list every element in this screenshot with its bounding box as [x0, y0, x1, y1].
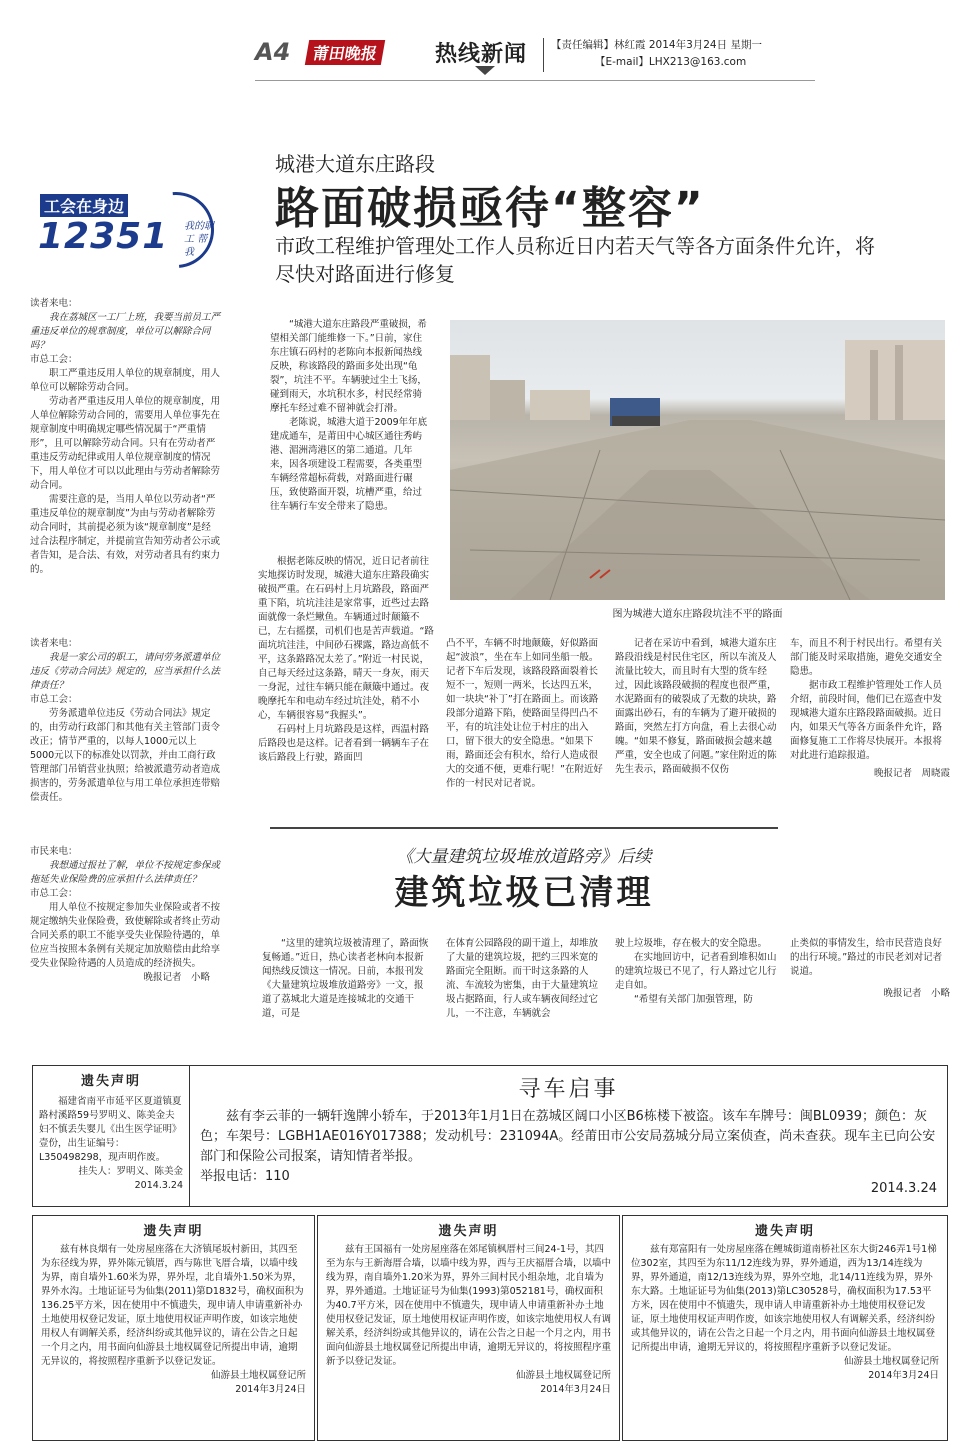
photo-caption: 图为城港大道东庄路段坑洼不平的路面	[612, 609, 783, 620]
logo-script: 我的职工 帮我	[184, 221, 214, 258]
article-paragraph: 记者在采访中看到，城港大道东庄路段沿线是村民住宅区，所以车流及人流量比较大，而且时有大型的货车经过，因此该路段破损的程度也很严重，水泥路面有的破裂成了无数的块块，路面露出砂石，有的车辆为了避开破损的路面，突然左打方向盘，看上去很心动魄。“如果不修复，路面破损会越来越严重，安全也成了问题。”家住附近的陈先生表示，路面破损不仅伤	[615, 638, 777, 775]
main-col-1	[270, 318, 430, 514]
notice-org: 仙游县土地权属登记所	[515, 1370, 611, 1381]
car-notice-date: 2014.3.24	[870, 1181, 937, 1196]
article-paragraph: 驶上垃圾堆，存在极大的安全隐患。	[615, 938, 768, 949]
logo-title: 工会在身边	[40, 194, 128, 217]
notice-body: 福建省南平市延平区夏道镇夏路村溪路59号罗明义、陈美金夫妇不慎丢失婴儿《出生医学证明》壹份，出生证编号：L350498298，现声明作废。	[39, 1096, 182, 1163]
second-kicker: 《大量建筑垃圾堆放道路旁》后续	[396, 847, 652, 867]
article-paragraph: 石码村上月坑路段是这样，西温村路后路段也是这样。记者看到一辆辆车子在该后路段上行驶，路面凹	[258, 724, 430, 763]
qa-byline: 晚报记者 小略	[143, 972, 210, 983]
notice-org: 仙游县土地权属登记所	[210, 1370, 306, 1381]
main-col-5	[790, 637, 950, 781]
masthead-rule	[255, 80, 815, 81]
qa-answer: 职工严重违反用人单位的规章制度，用人单位可以解除劳动合同。	[30, 368, 221, 393]
article-paragraph: “这里的建筑垃圾被清理了，路面恢复畅通。”近日，热心读者老林向本报新闻热线反馈这一情况。日前，本报刊发《大量建筑垃圾堆放道路旁》一文，报道了荔城北大道是连接城北的交通干道，可是	[262, 938, 429, 1019]
second-col-1	[262, 937, 432, 1021]
editor: 【责任编辑】林红霞	[551, 39, 646, 51]
article-paragraph: “城港大道东庄路段严重破损，希望相关部门能维修一下。”日前，家住东庄镇石码村的老陈向本报新闻热线反映，称该路段的路面多处出现“龟裂”，坑洼不平。车辆驶过尘土飞扬，碰到雨天，水坑积水多，村民经常骑摩托车经过难不留神就会打滑。	[270, 319, 427, 414]
qa-union-label: 市总工会：	[30, 694, 78, 705]
notice-org: 仙游县土地权属登记所	[843, 1356, 939, 1367]
car-notice-title: 寻车启事	[518, 1077, 619, 1102]
second-col-3	[615, 937, 780, 1007]
article-paragraph: “希望有关部门加强管理，防	[634, 994, 753, 1005]
qa-reader-label: 读者来电：	[30, 638, 78, 649]
notice-title: 遗失声明	[80, 1074, 141, 1089]
article-paragraph: 止类似的事情发生，给市民营造良好的出行环境。”路过的市民老刘对记者说道。	[790, 938, 943, 977]
notice-body: 兹有王国福有一处房屋座落在郊尾镇枫厝村三间24-1号，其四至为东与王新海厝合墙，以墙中线为界，西与王庆福厝合墙，以墙中线为界，南自墙外1.20米为界，界外三间村民小组杂地，北自墙为界，界外通道。土地证证号为仙集(1993)第052181号，确权面积为40.7平方米，因在使用中不慎遗失，现申请人申请重新补办土地使用权登记发证，原土地使用权证声明作废，如该宗地使用权人有调解关系，经济纠纷或其他异议的，请在公告之日起一个月之内，用书面向仙游县土地权属登记所提出申请，逾期无异议的，将按照程序重新予以登记发证。	[326, 1244, 612, 1367]
masthead-divider	[543, 38, 544, 72]
qa-answer: 需要注意的是，当用人单位以劳动者“严重违反单位的规章制度”为由与劳动者解除劳动合同时，其前提必须为该“规章制度”是经过合法程序制定，并提前宣告知劳动者公示或者告知，是合法、有效，对劳动者具有约束力的。	[30, 494, 221, 575]
main-col-3	[446, 637, 606, 791]
masthead	[255, 34, 815, 78]
qa-reader-label: 市民来电：	[30, 846, 78, 857]
article-paragraph: 凸不平，车辆不时地颠簸，好似路面起“波浪”，坐在车上如同坐船一般。记者下车后发现，该路段路面裂着长短不一，短则一两米，长达四五米，如一块块“补丁”打在路面上。而该路段部分道路下陷，使路面呈得凹凸不平，有的坑洼处让位于村庄的出入口，留下很大的安全隐患。“如果下雨，路面还会有积水，给行人造成很大的交通不便，更难行呢！”在附近好作的一村民对记者说。	[446, 638, 603, 789]
qa-question: 我是一家公司的职工，请问劳务派遣单位违反《劳动合同法》规定的，应当承担什么法律责任？	[30, 652, 221, 691]
article-paragraph: 据市政工程维护管理处工作人员介绍，前段时间，他们已在巡查中发现城港大道东庄路段路面破损。近日内，如果天气等各方面条件允许，路面修复施工工作将尽快展开。本报将对此进行追踪报道。	[790, 680, 943, 761]
notice-title: 遗失声明	[438, 1224, 499, 1239]
logo-number: 12351	[38, 216, 169, 257]
article-paragraph: 车，而且不利于村民出行。希望有关部门能及时采取措施，避免交通安全隐患。	[790, 638, 943, 677]
qa-union-label: 市总工会：	[30, 888, 78, 899]
editor-line	[551, 38, 762, 53]
notice-date: 2014年3月24日	[868, 1370, 939, 1381]
qa-reader-label: 读者来电：	[30, 298, 78, 309]
issue-date: 2014年3月24日	[648, 39, 728, 51]
main-col-4	[615, 637, 780, 777]
notice-title: 遗失声明	[143, 1224, 204, 1239]
qa-block-2	[30, 637, 220, 805]
article-paragraph: 根据老陈反映的情况，近日记者前往实地探访时发现，城港大道东庄路段确实破损严重。在石码村上月坑路段，路面严重下陷，坑坑洼洼是家常事，近些过去路面就像一条烂鳅鱼。车辆通过时颠簸不已，左右摇摆，司机们也是苦声载道。“路面坑坑洼洼，中间砂石裸露，路边高低不平，这条路路况太差了。”附近一村民说，自己每天经过这条路，晴天一身灰，雨天一身泥，过往车辆只能在颠簸中通过。夜晚摩托车和电动车经过坑洼处，稍不小心，车辆很容易“我握头”。	[258, 556, 434, 721]
union-logo	[38, 190, 218, 270]
section-pointer	[475, 66, 495, 75]
main-subhead: 市政工程维护管理处工作人员称近日内若天气等各方面条件允许，将尽快对路面进行修复	[275, 234, 875, 286]
qa-question: 我想通过报社了解，单位不按规定参保或拖延失业保险费的应承担什么法律责任？	[30, 860, 221, 885]
second-story-rule	[270, 827, 778, 829]
notice-title: 遗失声明	[754, 1224, 815, 1239]
second-col-4	[790, 937, 950, 1001]
lost-notice-4	[622, 1215, 948, 1441]
road-photo-drawing	[450, 320, 945, 600]
second-col-2	[446, 937, 606, 1021]
main-byline: 晚报记者 周晓霞	[873, 768, 950, 779]
main-kicker: 城港大道东庄路段	[275, 152, 435, 176]
qa-answer: 劳动者严重违反用人单位的规章制度，用人单位解除劳动合同的，需要用人单位事先在规章制度中明确规定哪些情况属于“严重情形”，且可以解除劳动合同。只有在劳动者严重违反劳动纪律或用人单位规章制度的情况下，用人单位才可以以此理由与劳动者解除劳动合同。	[30, 396, 221, 491]
qa-block-3	[30, 845, 220, 985]
lost-notice-2	[32, 1215, 315, 1441]
notice-body: 兹有林良烟有一处房屋座落在大济镇尾坂村新田，其四至为东径线为界，界外陈元镇厝，西与陈世飞厝合墙，以墙中线为界，南自墙外1.60米为界，界外埕，北自墙外1.50米为界，界外水沟。土地证证号为仙集(2011)第D1832号，确权面积为136.25平方米，因在使用中不慎遗失，现申请人申请重新补办土地使用权登记发证，原土地使用权证声明作废，如该宗地使用权人有调解关系，经济纠纷或其他异议的，请在公告之日起一个月之内，用书面向仙游县土地权属登记所提出申请，逾期无异议的，将按照程序重新予以登记发证。	[41, 1244, 304, 1367]
qa-block-1	[30, 297, 220, 577]
second-byline: 晚报记者 小略	[883, 988, 950, 999]
weekday: 星期一	[730, 39, 762, 51]
notice-date: 2014年3月24日	[235, 1384, 306, 1395]
article-paragraph: 老陈说，城港大道于2009年年底建成通车，是莆田中心城区通往秀屿港、湄洲湾港区的第二通道。几年来，因各项建设工程需要，各类重型车辆经常超标荷载，对路面进行碾压，致使路面开裂，坑槽严重，给过往车辆行车安全带来了隐患。	[270, 417, 428, 512]
second-headline: 建筑垃圾已清理	[394, 873, 654, 913]
car-notice-body: 兹有李云菲的一辆轩逸牌小轿车，于2013年1月1日在荔城区阔口小区B6栋楼下被盗。该车车牌号：闽BL0939；颜色：灰色；车架号：LGBH1AE016Y017388；发动机号：231094A。经莆田市公安局荔城分局立案侦查，尚未查获。现车主已向公安部门和保险公司报案，请知情者举报。	[200, 1109, 936, 1164]
page-number: A4	[255, 38, 291, 66]
qa-union-label: 市总工会：	[30, 354, 78, 365]
editor-email: 【E-mail】LHX213@163.com	[595, 56, 747, 68]
notice-signer: 挂失人：罗明义、陈美金	[78, 1166, 183, 1177]
road-photo	[450, 320, 945, 600]
lost-notice-3	[317, 1215, 620, 1441]
qa-answer: 劳务派遣单位违反《劳动合同法》规定的，由劳动行政部门和其他有关主管部门责令改正；情节严重的，以每人1000元以上5000元以下的标准处以罚款，并由工商行政管理部门吊销营业执照；给被派遣劳动者造成损害的，劳务派遣单位与用工单位承担连带赔偿责任。	[30, 708, 221, 803]
qa-answer: 用人单位不按规定参加失业保险或者不按规定缴纳失业保险费，致使解除或者终止劳动合同关系的职工不能享受失业保险待遇的，单位应当按照本条例有关规定加放赔偿由此给享受失业保险待遇的人员造成的经济损失。	[30, 902, 221, 969]
paper-logo: 莆田晚报	[305, 40, 385, 65]
main-col-2	[258, 555, 438, 765]
notice-date: 2014.3.24	[134, 1180, 183, 1191]
car-notice	[190, 1065, 948, 1207]
lost-notice-1	[32, 1065, 190, 1207]
article-paragraph: 在实地回访中，记者看到堆积如山的建筑垃圾已不见了，行人路过它儿行走自如。	[615, 952, 777, 991]
car-notice-phone: 举报电话：110	[200, 1169, 290, 1184]
qa-question: 我在荔城区一工厂上班，我要当前员工严重违反单位的规章制度，单位可以解除合同吗？	[30, 312, 221, 351]
article-paragraph: 在体育公园路段的副干道上，却堆放了大量的建筑垃圾，把约三四米宽的路面完全阻断。而干时这条路的人流、车流较为密集，由于大量建筑垃圾占据路面，行人或车辆夜间经过它儿，一不注意，车辆就会	[446, 938, 599, 1019]
section-title: 热线新闻	[435, 42, 528, 67]
main-headline: 路面破损亟待“整容”	[275, 183, 705, 234]
notice-body: 兹有郑富阳有一处房屋座落在鲤城街道南桥社区东大街246弄1号1梯位302室，其四至为东11/12连线为界，界外通道，西为13/14连线为界，界外通道，南12/13连线为界，界外空地，北14/11连线为界，界外东大路。土地证证号为仙集(2013)第LC30528号，确权面积为17.53平方米，因在使用中不慎遗失，现申请人申请重新补办土地使用权登记发证，原土地使用权证声明作废，如该宗地使用权人有调解关系，经济纠纷或其他异议的，请在公告之日起一个月之内，用书面向仙游县土地权属登记所提出申请，逾期无异议的，将按照程序重新予以登记发证。	[631, 1244, 937, 1353]
notice-date: 2014年3月24日	[540, 1384, 611, 1395]
